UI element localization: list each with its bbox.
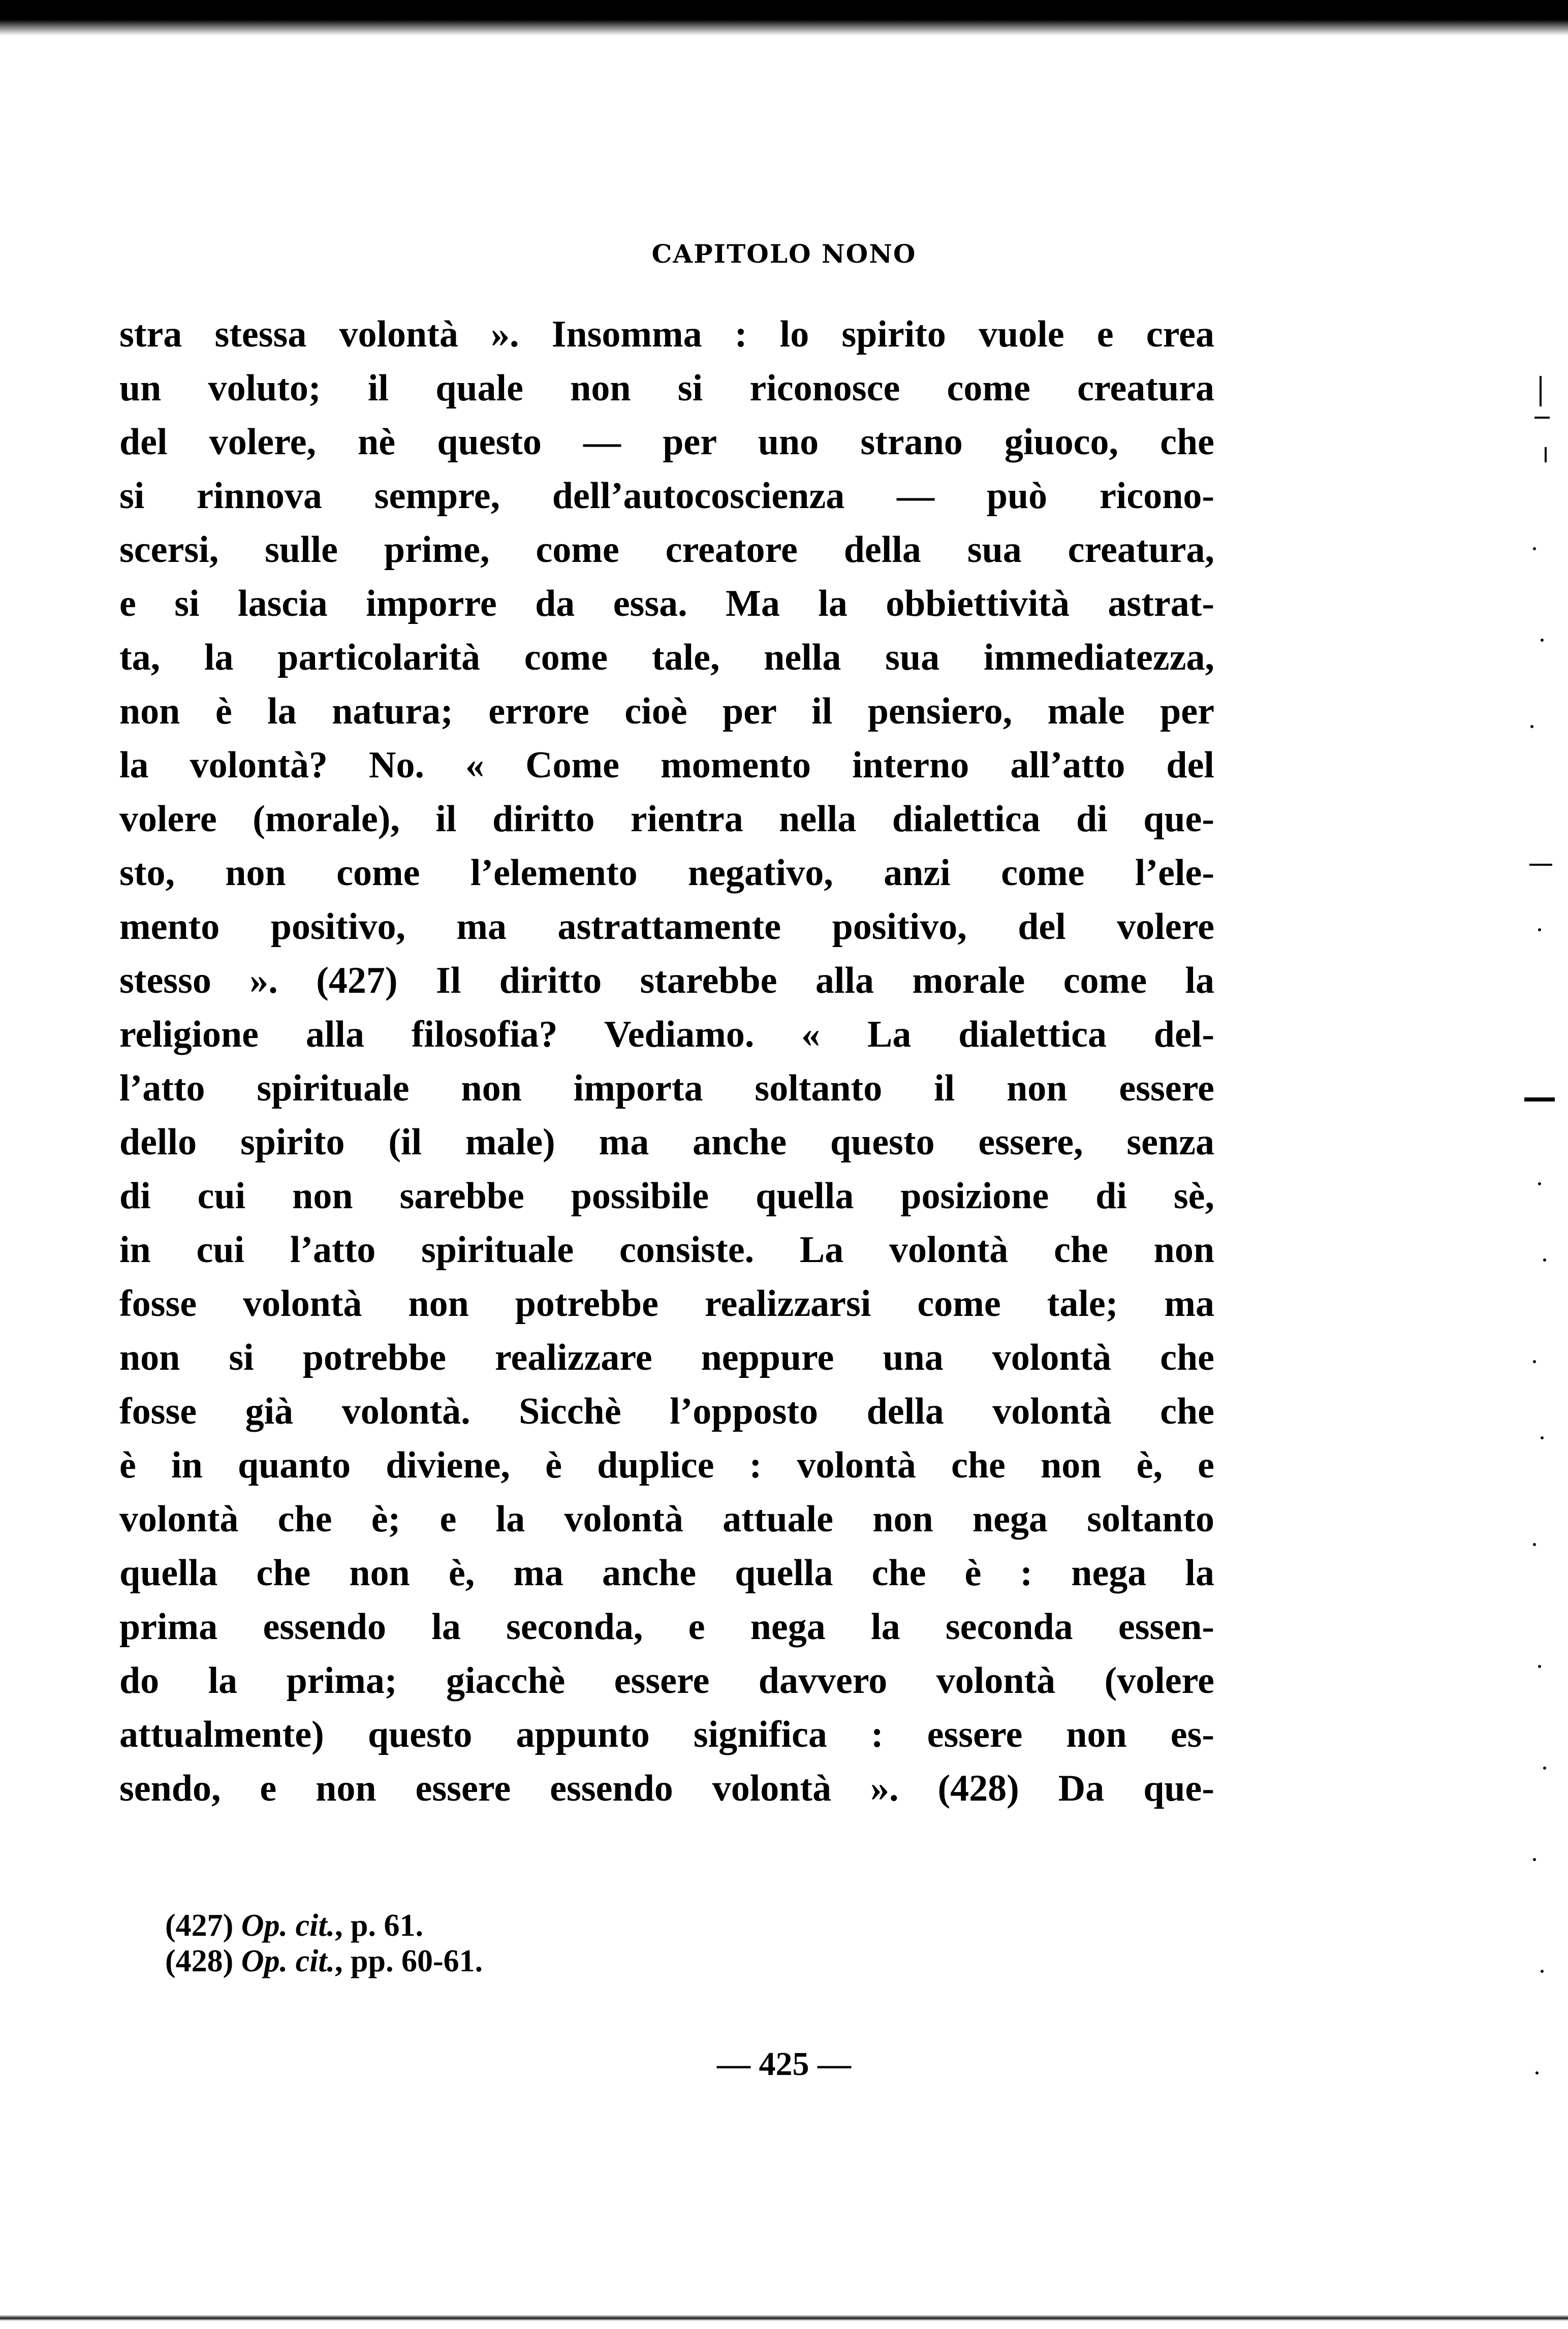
footnote-ref: Op. cit. [241,1908,335,1943]
text-line: religione alla filosofia? Vediamo. « La dialettica del- [119,1014,1214,1055]
text-line: prima essendo la seconda, e nega la seconda essen- [119,1606,1214,1648]
text-line: mento positivo, ma astrattamente positivo, del volere [119,906,1214,948]
text-line: scersi, sulle prime, come creatore della sua creatura, [119,529,1214,571]
text-line: di cui non sarebbe possibile quella posizione di sè, [119,1175,1214,1217]
text-line: fosse già volontà. Sicchè l’opposto della volontà che [119,1391,1214,1432]
text-line: non si potrebbe realizzare neppure una volontà che [119,1337,1214,1378]
text-line: fosse volontà non potrebbe realizzarsi come tale; ma [119,1283,1214,1325]
text-line: in cui l’atto spirituale consiste. La volontà che non [119,1229,1214,1271]
footnote-number: (427) [165,1908,234,1943]
text-line: è in quanto diviene, è duplice : volontà che non è, e [119,1444,1214,1486]
text-line: si rinnova sempre, dell’autocoscienza — può ricono- [119,475,1214,517]
text-line: e si lascia imporre da essa. Ma la obbiettività astrat- [119,583,1214,624]
text-line: do la prima; giacchè essere davvero volontà (volere [119,1660,1214,1702]
footnote-ref: Op. cit. [241,1944,335,1978]
text-line: ta, la particolarità come tale, nella sua immediatezza, [119,637,1214,678]
text-line: attualmente) questo appunto significa : essere non es- [119,1714,1214,1755]
text-line: volere (morale), il diritto rientra nella dialettica di que- [119,798,1214,840]
text-line: un voluto; il quale non si riconosce come creatura [119,367,1214,409]
running-head: CAPITOLO NONO [651,239,917,269]
footnote [165,1943,1080,1979]
text-line: stesso ». (427) Il diritto starebbe alla morale come la [119,960,1214,1001]
text-line: del volere, nè questo — per uno strano giuoco, che [119,421,1214,463]
text-line: l’atto spirituale non importa soltanto il non essere [119,1067,1214,1109]
footnote-rest: , pp. 60-61. [335,1944,483,1978]
text-line: sendo, e non essere essendo volontà ». (428) Da que- [119,1768,1214,1809]
text-line: la volontà? No. « Come momento interno all’atto del [119,744,1214,786]
text-line: non è la natura; errore cioè per il pensiero, male per [119,690,1214,732]
footnotes [165,1908,1080,1979]
text-line: quella che non è, ma anche quella che è : nega la [119,1552,1214,1594]
scan-bottom-edge [0,2315,1568,2321]
scan-margin-speckles [1504,91,1560,2225]
text-line: stra stessa volontà ». Insomma : lo spirito vuole e crea [119,313,1214,355]
page-number: — 425 — [717,2045,851,2083]
footnote-rest: , p. 61. [335,1908,424,1943]
text-line: sto, non come l’elemento negativo, anzi come l’ele- [119,852,1214,894]
footnote [165,1908,1080,1943]
body-text [119,307,1214,1815]
footnote-number: (428) [165,1944,234,1978]
text-line: dello spirito (il male) ma anche questo essere, senza [119,1121,1214,1163]
scan-top-edge [0,0,1568,36]
text-line: volontà che è; e la volontà attuale non nega soltanto [119,1498,1214,1540]
